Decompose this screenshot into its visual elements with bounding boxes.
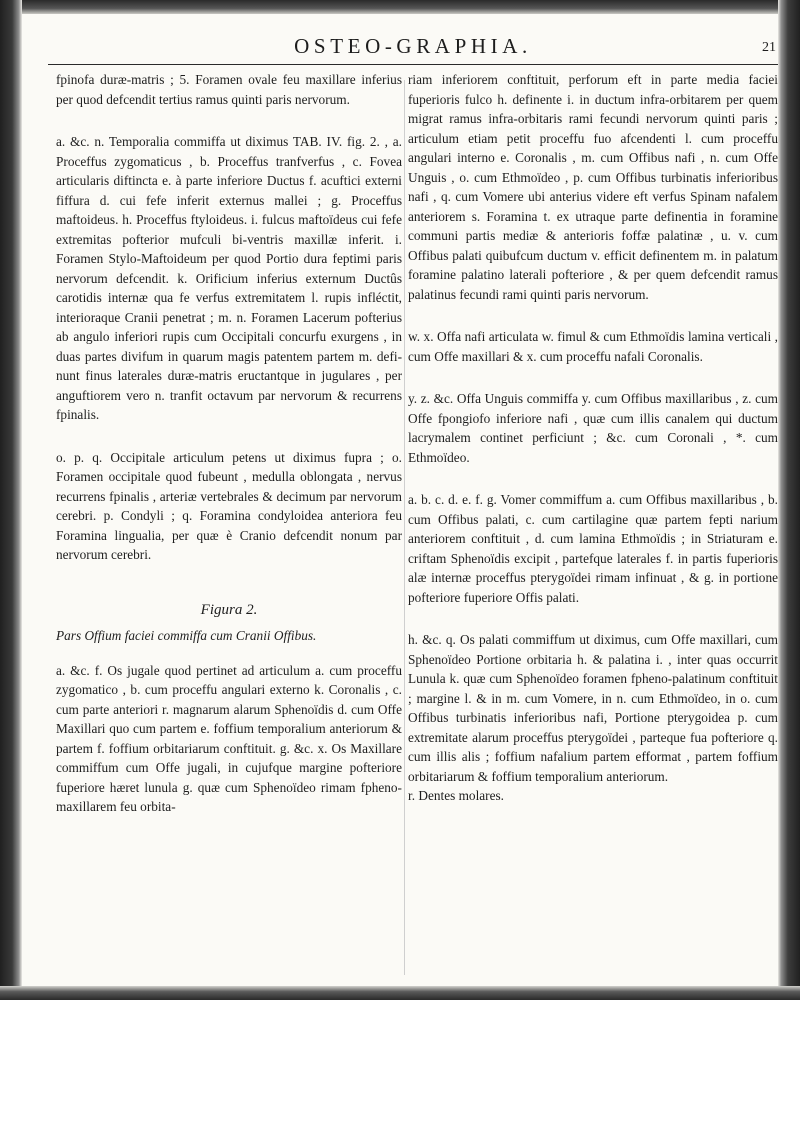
- page-number: 21: [762, 40, 776, 55]
- scan-top-edge: [0, 0, 800, 14]
- figure-subheading: Pars Offium faciei commiffa cum Cranii Offibus.: [56, 628, 317, 643]
- right-paragraph-4: a. b. c. d. e. f. g. Vomer commiffum a. cum Offibus maxillaribus , b. cum Offibus palati, c. cum cartilagine quæ partem fepti narium anteriorem conftituit , d. cum lamina Ethmoïdis ; in Striaturam e. criftam Sphenoïdis excipit , partefque laterales f. in partis fuperioris alæ internæ proceffus pterygoïdei rimam infinuat , & g. in portione pofteriore fuperiore Offis palati.: [408, 492, 778, 605]
- header-title: OSTEO-GRAPHIA.: [294, 34, 532, 58]
- left-paragraph-4: a. &c. f. Os jugale quod pertinet ad articulum a. cum proceffu zygomatico , b. cum proceffu angulari externo k. Coronalis , c. cum parte anteriori r. magnarum alarum Sphenoïdis d. cum Offe Maxillari quo cum partem e. foffium temporalium anteriorum & partem f. foffium orbitariarum conftituit. g. &c. x. Os Maxillare commiffum cum Offe jugali, in cujufque margine pofteriore fuperiore hæret lunula g. quæ cum Sphenoïdeo rimam fpheno-maxillarem feu orbita-: [56, 662, 402, 814]
- scan-left-edge: [0, 0, 22, 1000]
- right-paragraph-6: r. Dentes molares.: [408, 788, 505, 803]
- left-column: [56, 70, 402, 817]
- right-paragraph-1: riam inferiorem conftituit, perforum eft in parte media faciei fuperioris fulco h. definente i. in ductum infra-orbitarem per quem migrat ramus infra-orbitaris rami fecundi nervorum quinti paris ; articulum etiam petit proceffu fuo afcendenti l. cum proceffu angulari interno e. Coronalis , m. cum Offibus nafi , n. cum Offe Unguis , o. cum Ethmoïdeo , p. cum Offibus turbinatis inferioribus nafi , q. cum Vomere ubi anterius videre eft verfus Spinam nafalem anteriorem s. Foramina t. ex utraque parte definentia in foramine communi partis mediæ & anterioris foffæ palatinæ , u. v. cum Offibus palati quibufcum ductum v. efficit definentem m. in palatum foramine palatino laterali pofteriore , & per quem defcendit ramus palatinus fecundi rami quinti paris nervorum.: [408, 72, 778, 302]
- running-header: [48, 34, 778, 65]
- right-paragraph-2: w. x. Offa nafi articulata w. fimul & cum Ethmoïdis lamina verticali , cum Offe maxillari & x. cum proceffu nafali Coronalis.: [408, 329, 778, 364]
- blank-margin: [0, 1000, 800, 1138]
- right-paragraph-3: y. z. &c. Offa Unguis commiffa y. cum Offibus maxillaribus , z. cum Offe fpongiofo inferiore nafi , quæ cum illis canalem qui ductum lacrymalem continet perficiunt ; &c. cum Coronali , *. cum Ethmoïdeo.: [408, 391, 778, 465]
- left-paragraph-1: fpinofa duræ-matris ; 5. Foramen ovale feu maxillare inferius per quod defcendit tertius ramus quinti paris nervorum.: [56, 72, 402, 107]
- scan-bottom-edge: [0, 986, 800, 1000]
- figure-heading: Figura 2.: [200, 601, 258, 618]
- left-paragraph-2: a. &c. n. Temporalia commiffa ut diximus TAB. IV. fig. 2. , a. Proceffus zygomaticus , b. Proceffus tranfverfus , c. Fovea articularis diftincta e. à parte inferiore Ductus f. acuftici externi fiffura d. cui fefe inferit externus mallei ; g. Proceffus maftoideus. h. Proceffus ftyloideus. i. fulcus maftoïdeus cui fefe extremitas pofterior mufculi bi-ventris maxillæ inferit. i. Foramen Stylo-Maftoideum per quod Portio dura feptimi paris nervorum defcendit. k. Orificium inferius externum Ductûs carotidis internæ qua fe verfus extremitatem l. rupis infléctit, interioraque Cranii penetrat ; m. n. Foramen Lacerum pofterius ab angulo inferiori rupis cum Occipitali concurfu exurgens , in duas partes divifum in quarum magis patentem partem m. definunt finus laterales duræ-matris eructantque in jugulares , per anguftiorem vero n. tranfit octavum par nervorum & recurrens fpinalis.: [56, 134, 402, 422]
- scan-right-edge: [778, 0, 800, 1000]
- left-paragraph-3: o. p. q. Occipitale articulum petens ut diximus fupra ; o. Foramen occipitale quod fubeunt , medulla oblongata , nervus recurrens fpinalis , arteriæ vertebrales & decimum par nervorum cerebri. p. Condyli ; q. Foramina condyloidea anteriora feu Foramina lingualia, per quæ è Cranio defcendit nonum par nervorum cerebri.: [56, 449, 402, 562]
- right-paragraph-5: h. &c. q. Os palati commiffum ut diximus, cum Offe maxillari, cum Sphenoïdeo Portione orbitaria h. & palatina i. , inter quas occurrit Lunula k. quæ cum Sphenoïdeo foramen fpheno-palatinum conftituit ; margine l. & in m. cum Vomere, in n. cum Ethmoïdeo, in o. cum Offibus turbinatis inferioribus nafi, Portione pterygoidea p. cum extremitate alarum proceffus pterygoïdei , parteque fua pofteriore q. cum illis alis ; foffium nafalium partem efformat , partem foffium orbitariarum & foffium temporalium anteriorum.: [408, 632, 778, 784]
- column-divider: [404, 80, 405, 975]
- right-column: [408, 70, 778, 806]
